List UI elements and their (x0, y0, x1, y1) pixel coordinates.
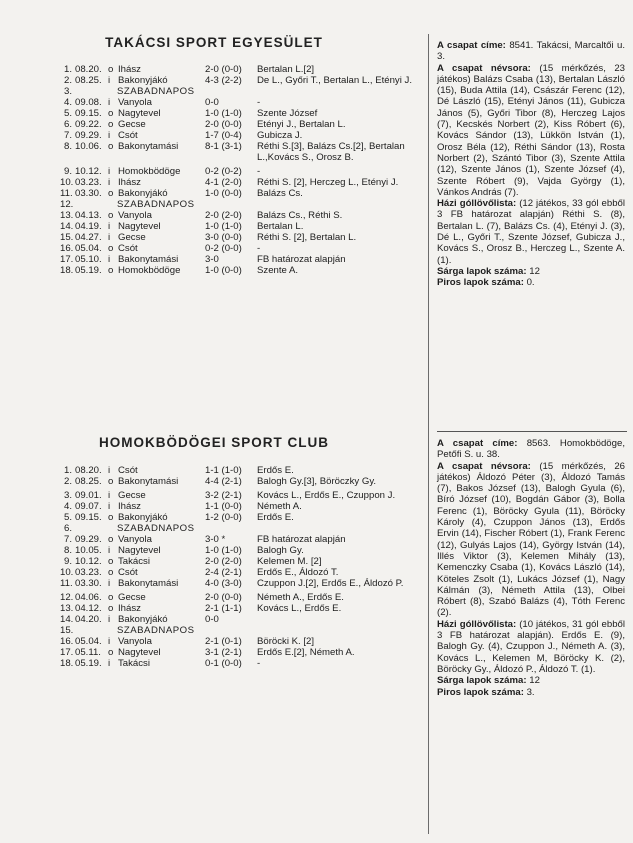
match-date: 09.29. (75, 130, 102, 141)
round-number: 9. (63, 166, 72, 177)
club-title-homokbodoge: HOMOKBÖDÖGEI SPORT CLUB (98, 435, 329, 450)
score: 1-0 (1-0) (205, 221, 242, 232)
address-label: A csapat címe: (437, 438, 518, 449)
home-away: i (108, 221, 111, 232)
goal-scorers: Gubicza J. (257, 130, 303, 141)
goal-scorers: Czuppon J.[2], Erdős E., Áldozó P. (257, 578, 404, 589)
round-number: 16. (60, 636, 74, 647)
match-date: 05.19. (75, 265, 102, 276)
opponent: Takácsi (118, 658, 150, 669)
opponent: Takácsi (118, 556, 150, 567)
result-row (60, 64, 428, 75)
goal-scorers: FB határozat alapján (257, 534, 346, 545)
result-row (60, 465, 428, 476)
result-row (60, 556, 428, 567)
score: 4-3 (2-2) (205, 75, 242, 86)
score: 1-1 (1-0) (205, 465, 242, 476)
result-row (60, 177, 428, 188)
score: 1-0 (1-0) (205, 108, 242, 119)
result-row (60, 97, 428, 108)
home-away: i (108, 254, 111, 265)
round-number: 16. (60, 243, 74, 254)
score: 3-1 (2-1) (205, 647, 242, 658)
opponent: Bakonytamási (118, 578, 179, 589)
result-row (60, 614, 428, 625)
home-away: o (108, 534, 114, 545)
bye-label: SZABADNAPOS (117, 199, 195, 210)
home-away: i (108, 658, 111, 669)
match-date: 05.04. (75, 636, 102, 647)
results-list-homokbodoge (60, 465, 428, 669)
opponent: Ihász (118, 501, 141, 512)
opponent: Ihász (118, 177, 141, 188)
opponent: Gecse (118, 490, 146, 501)
home-away: o (108, 108, 114, 119)
result-row (60, 243, 428, 254)
score: 2-0 (0-0) (205, 64, 242, 75)
opponent: Bakonyjákó (118, 75, 168, 86)
goal-scorers: - (257, 97, 261, 108)
match-date: 10.12. (75, 166, 102, 177)
opponent: Bakonytamási (118, 141, 179, 152)
round-number: 10. (60, 567, 74, 578)
round-number: 4. (63, 97, 72, 108)
home-away: i (108, 232, 111, 243)
goal-scorers: Erdős E., Áldozó T. (257, 567, 339, 578)
match-date: 09.29. (75, 534, 102, 545)
opponent: Nagytevel (118, 221, 161, 232)
home-away: i (108, 545, 111, 556)
score: 0-1 (0-0) (205, 658, 242, 669)
score: 4-4 (2-1) (205, 476, 242, 487)
home-away: o (108, 64, 114, 75)
goal-scorers: Kelemen M. [2] (257, 556, 322, 567)
score: 8-1 (3-1) (205, 141, 242, 152)
scorers-label: Házi góllövőlista: (437, 198, 517, 210)
home-away: i (108, 75, 111, 86)
score: 3-2 (2-1) (205, 490, 242, 501)
home-away: o (108, 512, 114, 523)
goal-scorers: FB határozat alapján (257, 254, 346, 265)
home-away: i (108, 97, 111, 108)
score: 4-0 (3-0) (205, 578, 242, 589)
result-row (60, 647, 428, 658)
goal-scorers: - (257, 166, 261, 177)
opponent: Bakonytamási (118, 254, 179, 265)
result-row (60, 512, 428, 523)
address-value: 8563. Homokbödöge, Petőfi S. u. 38. (437, 438, 625, 461)
home-away: i (108, 578, 111, 589)
round-number: 7. (63, 130, 72, 141)
home-away: o (108, 188, 114, 199)
home-away: o (108, 476, 114, 487)
goal-scorers: Réthi S. [2], Bertalan L. (257, 232, 357, 243)
home-away: o (108, 592, 114, 603)
round-number: 8. (63, 545, 72, 556)
round-number: 15. (60, 232, 74, 243)
goal-scorers (257, 614, 419, 625)
red-cards (437, 687, 625, 698)
match-date: 09.08. (75, 97, 102, 108)
result-row (60, 592, 428, 603)
round-number: 17. (60, 254, 74, 265)
roster-value: (15 mérkőzés, 23 játékos) Balázs Csaba (13), Bertalan László (15), Buda Attila (14), Császár Ferenc (12), Dé László (15), Etényi János (11), Gubicza János (5), Győri Tibor (8), Herczeg Lajos (7), Kecskés Norbert (2), Kiss Róbert (6), Kovács Sándor (13), Lükkön István (1), Orosz Béla (12), Réthi Sándor (13), Rosta Norbert (2), Szántó Tibor (3), Szente Attila (12), Szente János (1), Szente József (4), Szente Róbert (9), Vajda György (1), Vánkos András (7). (437, 62, 625, 198)
goal-scorers: Szente A. (257, 265, 299, 276)
roster-label: A csapat névsora: (437, 62, 531, 74)
goal-scorers: Réthi S.[3], Balázs Cs.[2], Bertalan L.,Kovács S., Orosz B. (257, 141, 405, 163)
home-away: i (108, 465, 111, 476)
result-row (60, 210, 428, 221)
match-date: 04.20. (75, 614, 102, 625)
result-row (60, 501, 428, 512)
result-row (60, 188, 428, 199)
result-row (60, 658, 428, 669)
result-row (60, 578, 428, 589)
match-date: 09.01. (75, 490, 102, 501)
bye-row (60, 86, 428, 97)
scorers-label: Házi góllövőlista: (437, 618, 517, 630)
round-number: 6. (63, 523, 72, 534)
roster-paragraph (437, 63, 625, 199)
roster-value: (15 mérkőzés, 26 játékos) Áldozó Péter (3), Áldozó Tamás (7), Bakos József (13), Balogh Gyula (6), Bíró József (10), Bogdán Gábor (3), Bolla Ferenc (1), Böröcky Gyula (11), Böröcky Károly (4), Czuppon János (13), Erdős Ervin (14), Fischer Róbert (1), Frank Ferenc (12), Gulyás Lajos (14), György István (14), Illés Viktor (3), Kelemen Mihály (13), Kemenczky Csaba (1), Kovács László (14), Köteles Zsolt (1), Lukács József (1), Nagy Kálmán (3), Németh Attila (13), Olbei Róbert (8), Szabó Balázs (4), Tóth Ferenc (2). (437, 460, 625, 619)
opponent: Bakonyjákó (118, 614, 168, 625)
opponent: Gecse (118, 592, 146, 603)
score: 3-0 * (205, 534, 226, 545)
match-date: 03.30. (75, 188, 102, 199)
match-date: 05.19. (75, 658, 102, 669)
bye-row (60, 523, 428, 534)
score: 1-7 (0-4) (205, 130, 242, 141)
round-number: 12. (60, 592, 74, 603)
score: 2-0 (2-0) (205, 210, 242, 221)
yellow-cards (437, 266, 625, 277)
score: 1-0 (0-0) (205, 188, 242, 199)
round-number: 10. (60, 177, 74, 188)
opponent: Vanyola (118, 210, 152, 221)
home-away: o (108, 210, 114, 221)
result-row (60, 254, 428, 265)
home-away: i (108, 166, 111, 177)
score: 1-1 (0-0) (205, 501, 242, 512)
match-date: 05.10. (75, 254, 102, 265)
address-paragraph (437, 40, 625, 63)
result-row (60, 567, 428, 578)
team-info-homokbodoge (437, 438, 625, 698)
opponent: Bakonytamási (118, 476, 179, 487)
bye-label: SZABADNAPOS (117, 523, 195, 534)
round-number: 3. (63, 86, 72, 97)
score: 1-0 (0-0) (205, 265, 242, 276)
match-date: 03.30. (75, 578, 102, 589)
result-row (60, 75, 428, 86)
home-away: o (108, 141, 114, 152)
red-cards (437, 277, 625, 288)
red-cards-value: 3. (526, 686, 535, 698)
result-row (60, 119, 428, 130)
goal-scorers: Kovács L., Erdős E., Czuppon J. (257, 490, 396, 501)
round-number: 5. (63, 512, 72, 523)
match-date: 08.25. (75, 75, 102, 86)
result-row (60, 221, 428, 232)
red-cards-value: 0. (526, 277, 535, 289)
opponent: Vanyola (118, 534, 152, 545)
round-number: 18. (60, 265, 74, 276)
match-date: 08.25. (75, 476, 102, 487)
opponent: Homokbödöge (118, 265, 181, 276)
home-away: o (108, 119, 114, 130)
result-row (60, 534, 428, 545)
round-number: 3. (63, 490, 72, 501)
bye-row (60, 625, 428, 636)
opponent: Homokbödöge (118, 166, 181, 177)
match-date: 10.05. (75, 545, 102, 556)
goal-scorers: - (257, 658, 261, 669)
home-away: i (108, 130, 111, 141)
score: 3-0 (0-0) (205, 232, 242, 243)
home-away: o (108, 567, 114, 578)
opponent: Gecse (118, 119, 146, 130)
bye-label: SZABADNAPOS (117, 625, 195, 636)
result-row (60, 108, 428, 119)
result-row (60, 265, 428, 276)
result-row (60, 232, 428, 243)
result-row (60, 545, 428, 556)
scorers-value: (10 játékos, 31 gól ebből 3 FB határozat alapján). Erdős E. (9), Balogh Gy. (4), Czuppon J., Németh A. (3), Kovács L., Kelemen M, Böröcky K. (2), Böröcky Gy., Áldozó P., Áldozó T. (1). (437, 618, 625, 675)
column-divider (428, 34, 429, 834)
opponent: Nagytevel (118, 108, 161, 119)
result-row (60, 141, 428, 163)
round-number: 9. (63, 556, 72, 567)
result-row (60, 603, 428, 614)
opponent: Csót (118, 130, 138, 141)
home-away: i (108, 501, 111, 512)
result-row (60, 166, 428, 177)
goal-scorers: Etényi J., Bertalan L. (257, 119, 346, 130)
result-row (60, 476, 428, 487)
home-away: o (108, 556, 114, 567)
goal-scorers: Kovács L., Erdős E. (257, 603, 342, 614)
home-away: i (108, 490, 111, 501)
red-cards-label: Piros lapok száma: (437, 686, 524, 698)
score: 2-0 (0-0) (205, 592, 242, 603)
round-number: 11. (60, 188, 73, 199)
opponent: Nagytevel (118, 647, 161, 658)
match-date: 08.20. (75, 64, 102, 75)
round-number: 2. (63, 75, 72, 86)
score: 0-2 (0-0) (205, 243, 242, 254)
score: 2-1 (0-1) (205, 636, 242, 647)
goal-scorers: Németh A., Erdős E. (257, 592, 344, 603)
opponent: Ihász (118, 603, 141, 614)
goal-scorers: - (257, 243, 261, 254)
goal-scorers: Balogh Gy.[3], Böröczky Gy. (257, 476, 377, 487)
match-date: 10.06. (75, 141, 102, 152)
goal-scorers: Szente József (257, 108, 318, 119)
round-number: 13. (60, 210, 74, 221)
red-cards-label: Piros lapok száma: (437, 277, 524, 289)
match-date: 04.13. (75, 210, 102, 221)
round-number: 1. (63, 64, 72, 75)
result-row (60, 636, 428, 647)
match-date: 09.15. (75, 512, 102, 523)
round-number: 12. (60, 199, 74, 210)
score: 2-0 (2-0) (205, 556, 242, 567)
goal-scorers: Balázs Cs., Réthi S. (257, 210, 343, 221)
opponent: Bakonyjákó (118, 188, 168, 199)
home-away: o (108, 647, 114, 658)
match-date: 09.15. (75, 108, 102, 119)
score: 4-1 (2-0) (205, 177, 242, 188)
score: 0-0 (205, 97, 219, 108)
match-date: 10.12. (75, 556, 102, 567)
score: 0-0 (205, 614, 219, 625)
match-date: 04.27. (75, 232, 102, 243)
score: 3-0 (205, 254, 219, 265)
match-date: 08.20. (75, 465, 102, 476)
opponent: Ihász (118, 64, 141, 75)
opponent: Nagytevel (118, 545, 161, 556)
round-number: 17. (60, 647, 74, 658)
home-away: i (108, 177, 111, 188)
match-date: 09.22. (75, 119, 102, 130)
opponent: Csót (118, 567, 138, 578)
match-date: 04.12. (75, 603, 102, 614)
round-number: 11. (60, 578, 73, 589)
home-away: i (108, 636, 111, 647)
score: 2-0 (0-0) (205, 119, 242, 130)
home-away: o (108, 265, 114, 276)
match-date: 04.06. (75, 592, 102, 603)
round-number: 4. (63, 501, 72, 512)
match-date: 03.23. (75, 177, 102, 188)
round-number: 8. (63, 141, 72, 152)
scorers-paragraph (437, 198, 625, 266)
right-column (437, 40, 625, 840)
opponent: Vanyola (118, 636, 152, 647)
yellow-cards (437, 675, 625, 686)
goal-scorers: Balázs Cs. (257, 188, 303, 199)
yellow-cards-value: 12 (529, 675, 540, 687)
goal-scorers: Erdős E.[2], Németh A. (257, 647, 355, 658)
home-away: i (108, 614, 111, 625)
match-date: 05.04. (75, 243, 102, 254)
score: 2-1 (1-1) (205, 603, 242, 614)
round-number: 7. (63, 534, 72, 545)
goal-scorers: Erdős E. (257, 465, 294, 476)
score: 0-2 (0-2) (205, 166, 242, 177)
yellow-cards-label: Sárga lapok száma: (437, 675, 527, 687)
goal-scorers: Böröcki K. [2] (257, 636, 315, 647)
roster-label: A csapat névsora: (437, 460, 531, 472)
match-date: 04.19. (75, 221, 102, 232)
bye-row (60, 199, 428, 210)
goal-scorers: Réthi S. [2], Herczeg L., Etényi J. (257, 177, 399, 188)
goal-scorers: Németh A. (257, 501, 302, 512)
opponent: Csót (118, 243, 138, 254)
team-info-takacsi (437, 40, 625, 289)
goal-scorers: De L., Győri T., Bertalan L., Etényi J. (257, 75, 412, 86)
yellow-cards-value: 12 (529, 265, 540, 277)
goal-scorers: Bertalan L.[2] (257, 64, 315, 75)
round-number: 5. (63, 108, 72, 119)
yellow-cards-label: Sárga lapok száma: (437, 265, 527, 277)
round-number: 6. (63, 119, 72, 130)
address-paragraph (437, 438, 625, 461)
match-date: 09.07. (75, 501, 102, 512)
round-number: 1. (63, 465, 72, 476)
goal-scorers: Erdős E. (257, 512, 294, 523)
roster-paragraph (437, 461, 625, 619)
scorers-paragraph (437, 619, 625, 675)
address-value: 8541. Takácsi, Marcaltői u. 3. (437, 40, 626, 63)
round-number: 15. (60, 625, 74, 636)
score: 2-4 (2-1) (205, 567, 242, 578)
result-row (60, 490, 428, 501)
round-number: 14. (60, 614, 74, 625)
address-label: A csapat címe: (437, 40, 506, 51)
round-number: 13. (60, 603, 74, 614)
bye-label: SZABADNAPOS (117, 86, 195, 97)
result-row (60, 130, 428, 141)
match-date: 05.11. (75, 647, 101, 658)
round-number: 18. (60, 658, 74, 669)
score: 1-0 (1-0) (205, 545, 242, 556)
score: 1-2 (0-0) (205, 512, 242, 523)
goal-scorers: Balogh Gy. (257, 545, 304, 556)
opponent: Csót (118, 465, 138, 476)
home-away: o (108, 243, 114, 254)
goal-scorers: Bertalan L. (257, 221, 304, 232)
scorers-value: (12 játékos, 33 gól ebből 3 FB határozat alapján) Réthi S. (8), Bertalan L. (7), Balázs Cs. (4), Etényi J. (3), Dé L., Győri T., Szente József, Gubicza J., Kovács S., Orosz B., Herczeg L., Szente A. (1). (437, 198, 625, 266)
match-date: 03.23. (75, 567, 102, 578)
round-number: 2. (63, 476, 72, 487)
opponent: Gecse (118, 232, 146, 243)
round-number: 14. (60, 221, 74, 232)
opponent: Vanyola (118, 97, 152, 108)
home-away: o (108, 603, 114, 614)
club-title-takacsi: TAKÁCSI SPORT EGYESÜLET (105, 35, 323, 50)
opponent: Bakonyjákó (118, 512, 168, 523)
results-list-takacsi (60, 64, 428, 276)
